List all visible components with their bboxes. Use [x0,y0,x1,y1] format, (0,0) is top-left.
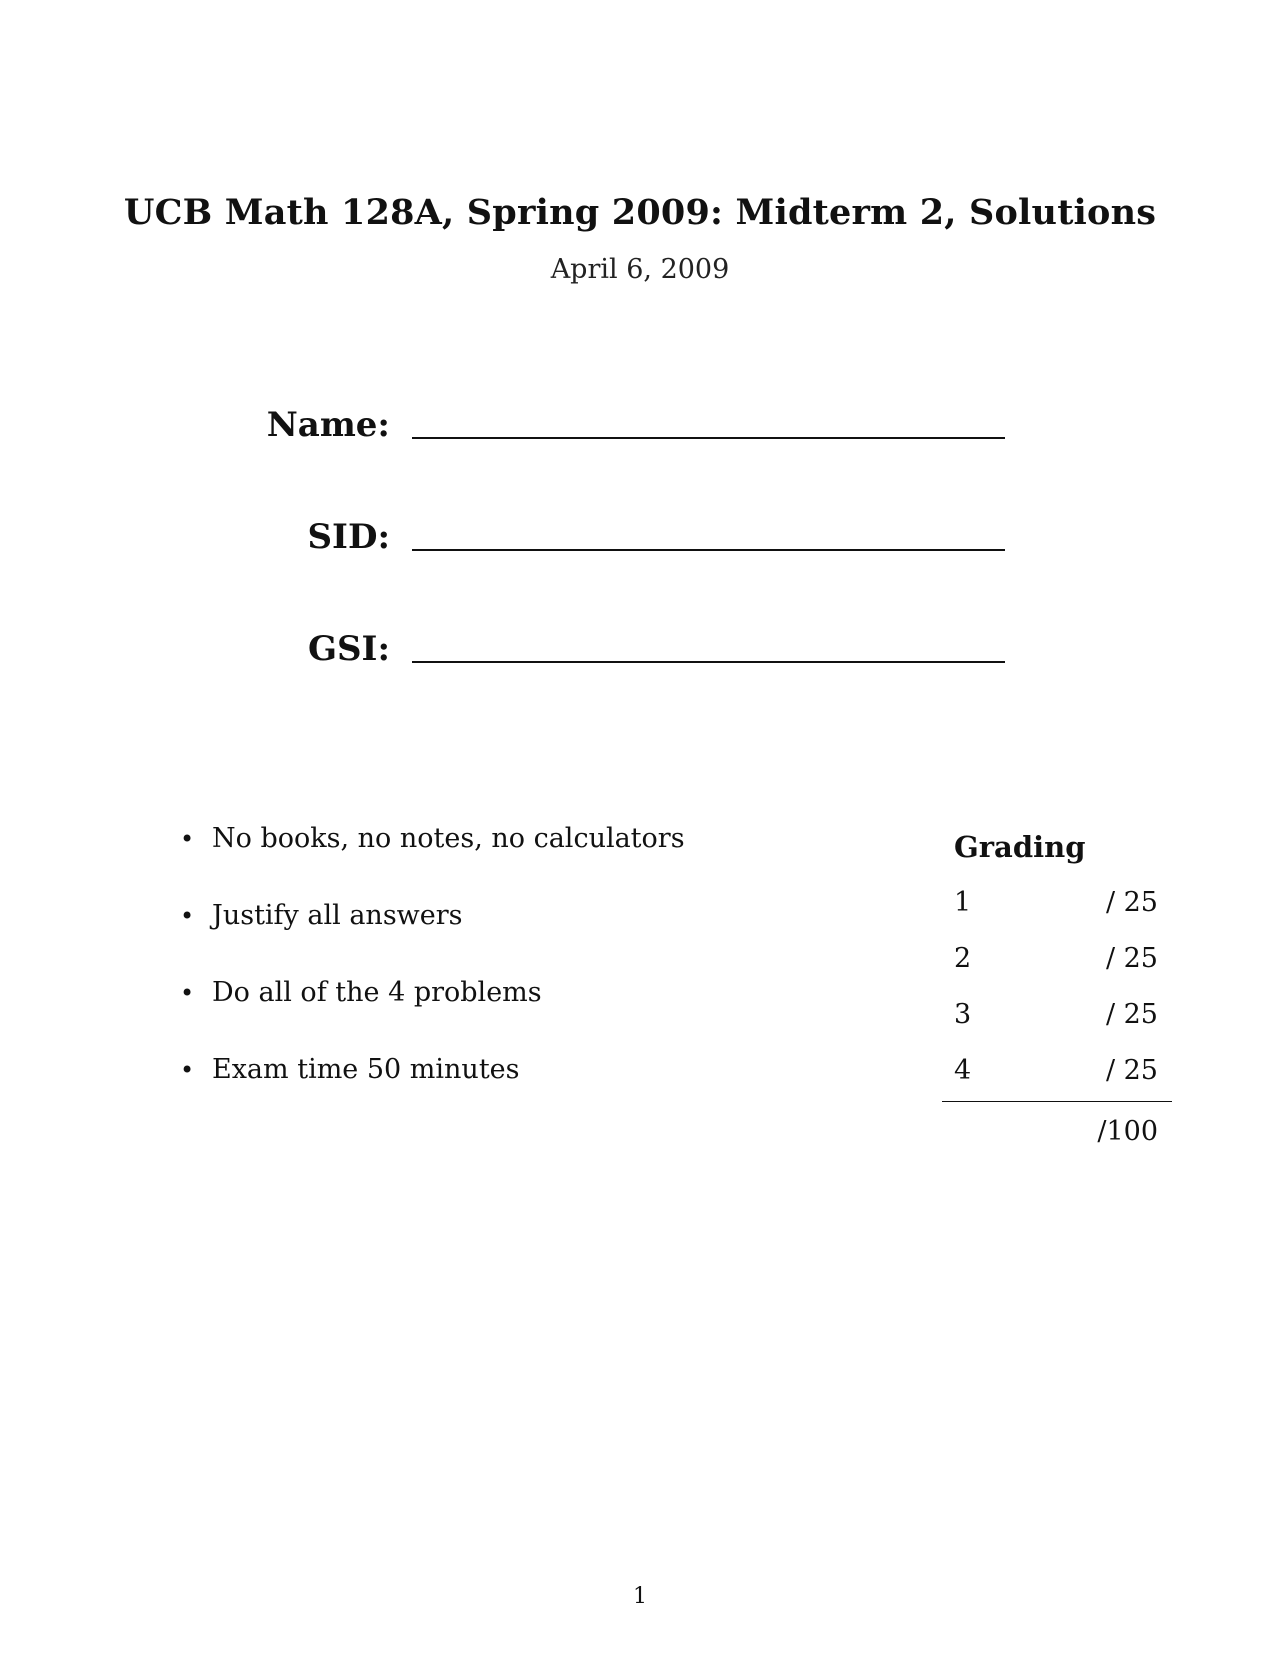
sid-field [0,517,390,567]
problem-number: 1 [954,887,972,918]
problem-max-score: / 25 [1105,999,1158,1030]
list-item [180,822,685,899]
instructions-list [180,822,685,1130]
instruction-text: Exam time 50 minutes [212,1054,520,1085]
name-field [0,405,390,455]
table-row [942,1055,1172,1111]
total-max-score: /100 [1097,1116,1158,1147]
bullet-icon: • [180,902,195,930]
bullet-icon: • [180,825,195,853]
problem-number: 3 [954,999,972,1030]
gsi-field [0,629,390,679]
page-title: UCB Math 128A, Spring 2009: Midterm 2, Solutions [123,192,1157,233]
table-row [942,999,1172,1055]
page-number: 1 [633,1584,647,1609]
table-row [942,943,1172,999]
bullet-icon: • [180,979,195,1007]
list-item [180,899,685,976]
list-item [180,976,685,1053]
problem-number: 4 [954,1055,972,1086]
grading-table [942,830,1172,1156]
instruction-text: Justify all answers [212,900,463,931]
name-label: Name: [266,405,390,445]
problem-max-score: / 25 [1105,887,1158,918]
list-item [180,1053,685,1130]
sid-label: SID: [307,517,390,557]
gsi-label: GSI: [307,629,390,669]
problem-max-score: / 25 [1105,1055,1158,1086]
bullet-icon: • [180,1056,195,1084]
problem-number: 2 [954,943,972,974]
sid-input-line[interactable] [412,549,1005,551]
problem-max-score: / 25 [1105,943,1158,974]
grading-title: Grading [954,830,1086,864]
total-row [942,1116,1172,1156]
name-input-line[interactable] [412,437,1005,439]
instruction-text: Do all of the 4 problems [212,977,542,1008]
instruction-text: No books, no notes, no calculators [212,823,685,854]
gsi-input-line[interactable] [412,661,1005,663]
table-row [942,887,1172,943]
exam-date: April 6, 2009 [550,254,730,285]
